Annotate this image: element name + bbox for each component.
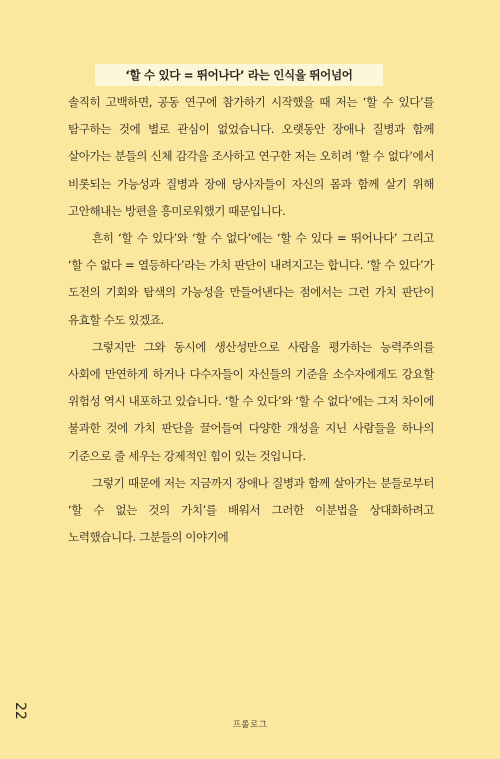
body-text [68, 89, 434, 551]
paragraph-4: 그렇기 때문에 저는 지금까지 장애나 질병과 함께 살아가는 분들로부터 ‘할 수 없는 것의 가치’를 배워서 그러한 이분법을 상대화하려고 노력했습니다. 그분들의 이야기에 [68, 475, 434, 545]
paragraph-1: 솔직히 고백하면, 공동 연구에 참가하기 시작했을 때 저는 ‘할 수 있다’를 탐구하는 것에 별로 관심이 없었습니다. 오랫동안 장애나 질병과 함께 살아가는 분들의 신체 감각을 조사하고 연구한 저는 오히려 ‘할 수 없다’에서 비롯되는 가능성과 질병과 장애 당사자들이 자신의 몸과 함께 살기 위해 고안해내는 방편을 흥미로워했기 때문입니다. [68, 95, 434, 218]
section-heading: ‘할 수 있다 = 뛰어나다’ 라는 인식을 뛰어넘어 [125, 68, 353, 82]
section-heading-bar [95, 64, 383, 86]
paragraph-3: 그렇지만 그와 동시에 생산성만으로 사람을 평가하는 능력주의를 사회에 만연하게 하거나 다수자들이 자신들의 기준을 소수자에게도 강요할 위험성 역시 내포하고 있습니다. ‘할 수 있다’와 ‘할 수 없다’에는 그저 차이에 불과한 것에 가치 판단을 끌어들여 다양한 개성을 지닌 사람들을 하나의 기준으로 줄 세우는 강제적인 힘이 있는 것입니다. [68, 339, 434, 463]
paragraph-2: 흔히 ‘할 수 있다’와 ‘할 수 없다’에는 ‘할 수 있다 = 뛰어나다’ 그리고 ‘할 수 없다 = 열등하다’라는 가치 판단이 내려지고는 합니다. ‘할 수 있다’가 도전의 기회와 탐색의 가능성을 만들어낸다는 점에서는 그런 가치 판단이 유효할 수도 있겠죠. [68, 231, 434, 327]
running-footer: 프롤로그 [232, 720, 268, 730]
page-number: 22 [12, 702, 28, 720]
